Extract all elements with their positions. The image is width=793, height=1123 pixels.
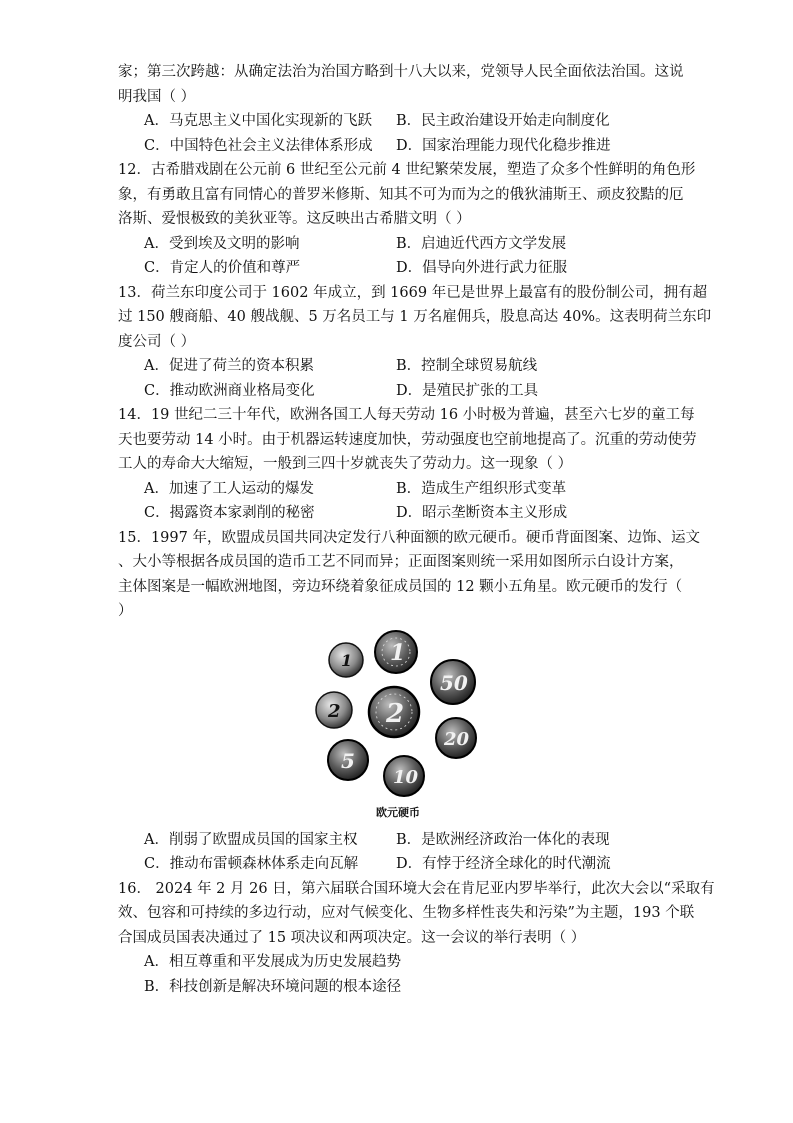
question-14 [118, 403, 697, 526]
option-a[interactable]: A．受到埃及文明的影响 [144, 235, 300, 252]
option-a[interactable]: A．加速了工人运动的爆发 [144, 480, 314, 497]
option-d[interactable]: D．有悖于经济全球化的时代潮流 [396, 856, 611, 872]
euro-coins-image [308, 630, 488, 800]
option-row [118, 354, 678, 379]
question-text-line: 过 150 艘商船、40 艘战舰、5 万名员工与 1 万名雇佣兵，股息高达 40%。这表明荷兰东印 [118, 309, 712, 325]
question-text-line: 14．19 世纪二三十年代，欧洲各国工人每天劳动 16 小时极为普遍，甚至六七岁的童工每 [118, 407, 695, 423]
option-row [118, 134, 678, 159]
option-d[interactable]: D．是殖民扩张的工具 [396, 382, 539, 399]
option-b[interactable]: B．启迪近代西方文学发展 [396, 235, 567, 252]
option-a[interactable]: A．马克思主义中国化实现新的飞跃 [144, 113, 372, 129]
question-11 [118, 60, 684, 158]
coin-label: 50 [440, 670, 468, 695]
question-text-line: 效、包容和可持续的多边行动，应对气候变化、生物多样性丧失和污染”为主题，193 个联 [118, 905, 695, 921]
question-text-line: 13．荷兰东印度公司于 1602 年成立，到 1669 年已是世界上最富有的股份制公司，拥有超 [118, 284, 708, 301]
option-c[interactable]: C．推动欧洲商业格局变化 [144, 382, 315, 399]
option-row [118, 828, 678, 853]
question-text-line: 家；第三次跨越：从确定法治为治国方略到十八大以来，党领导人民全面依法治国。这说 [118, 64, 684, 80]
option-b[interactable]: B．控制全球贸易航线 [396, 358, 538, 374]
option-row [118, 379, 678, 404]
figure-caption: 欧元硬币 [376, 805, 420, 819]
option-c[interactable]: C．推动布雷顿森林体系走向瓦解 [144, 856, 359, 872]
option-d[interactable]: D．昭示垄断资本主义形成 [396, 505, 568, 521]
coin-1-cent [329, 643, 363, 677]
question-15 [118, 526, 700, 877]
question-text-line: 16． 2024 年 2 月 26 日，第六届联合国环境大会在肯尼亚内罗毕举行，此次大会以“采取有 [118, 880, 715, 897]
question-text-line: 、大小等根据各成员国的造币工艺不同而异；正面图案则统一采用如图所示白设计方案， [118, 554, 684, 570]
coin-label: 1 [390, 639, 406, 666]
question-text-line: 12．古希腊戏剧在公元前 6 世纪至公元前 4 世纪繁荣发展，塑造了众多个性鲜明的角色形 [118, 162, 696, 178]
option-d[interactable]: D．国家治理能力现代化稳步推进 [396, 137, 611, 154]
option-row [118, 232, 678, 257]
question-text-line: 15．1997 年，欧盟成员国共同决定发行八种面额的欧元硬币。硬币背面图案、边饰、运文 [118, 529, 700, 546]
question-12 [118, 158, 696, 281]
euro-coins-figure [118, 630, 678, 822]
option-row [118, 256, 678, 281]
option-row [118, 477, 678, 502]
question-16 [118, 877, 715, 1000]
option-row [118, 852, 678, 877]
coin-1-euro [375, 631, 417, 673]
question-text-line: 度公司（ ） [118, 333, 196, 350]
question-text-line: 象，有勇敢且富有同情心的普罗米修斯、知其不可为而为之的俄狄浦斯王、顽皮狡黠的厄 [118, 186, 684, 203]
question-13 [118, 281, 712, 404]
coin-label: 5 [341, 748, 355, 773]
coin-50-cent [431, 660, 475, 704]
option-a[interactable]: A．相互尊重和平发展成为历史发展趋势 [144, 954, 401, 970]
question-text-line: 主体图案是一幅欧洲地图，旁边环绕着象征成员国的 12 颗小五角星。欧元硬币的发行（ [118, 578, 683, 595]
coin-label: 1 [341, 650, 353, 670]
coin-5-cent [328, 740, 368, 780]
option-row [118, 109, 678, 134]
question-text-line: 洛斯、爱恨极致的美狄亚等。这反映出古希腊文明（ ） [118, 211, 471, 227]
coin-label: 2 [386, 698, 405, 729]
question-text-line: 明我国（ ） [118, 88, 196, 105]
option-c[interactable]: C．中国特色社会主义法律体系形成 [144, 137, 373, 154]
question-text-line: 天也要劳动 14 小时。由于机器运转速度加快，劳动强度也空前地提高了。沉重的劳动使劳 [118, 431, 697, 448]
option-a[interactable]: A．促进了荷兰的资本积累 [144, 358, 314, 374]
question-text-line: ） [118, 603, 133, 619]
coin-2-cent [316, 692, 352, 728]
coin-label: 2 [328, 700, 341, 722]
coin-label: 20 [444, 728, 470, 750]
question-text-line: 合国成员国表决通过了 15 项决议和两项决定。这一会议的举行表明（ ） [118, 929, 586, 946]
option-c[interactable]: C．揭露资本家剥削的秘密 [144, 505, 315, 521]
coin-10-cent [384, 756, 424, 796]
exam-page [118, 60, 715, 999]
option-b[interactable]: B．是欧洲经济政治一体化的表现 [396, 831, 610, 848]
coin-20-cent [436, 718, 476, 758]
coin-label: 10 [393, 766, 419, 788]
question-text-line: 工人的寿命大大缩短，一般到三四十岁就丧失了劳动力。这一现象（ ） [118, 456, 573, 472]
coin-2-euro [369, 687, 419, 737]
option-b[interactable]: B．科技创新是解决环境问题的根本途径 [144, 978, 402, 995]
option-b[interactable]: B．民主政治建设开始走向制度化 [396, 113, 610, 129]
option-d[interactable]: D．倡导向外进行武力征服 [396, 260, 568, 276]
option-a[interactable]: A．削弱了欧盟成员国的国家主权 [144, 831, 358, 848]
option-c[interactable]: C．肯定人的价值和尊严 [144, 260, 301, 276]
option-b[interactable]: B．造成生产组织形式变革 [396, 480, 567, 497]
option-row [118, 501, 678, 526]
